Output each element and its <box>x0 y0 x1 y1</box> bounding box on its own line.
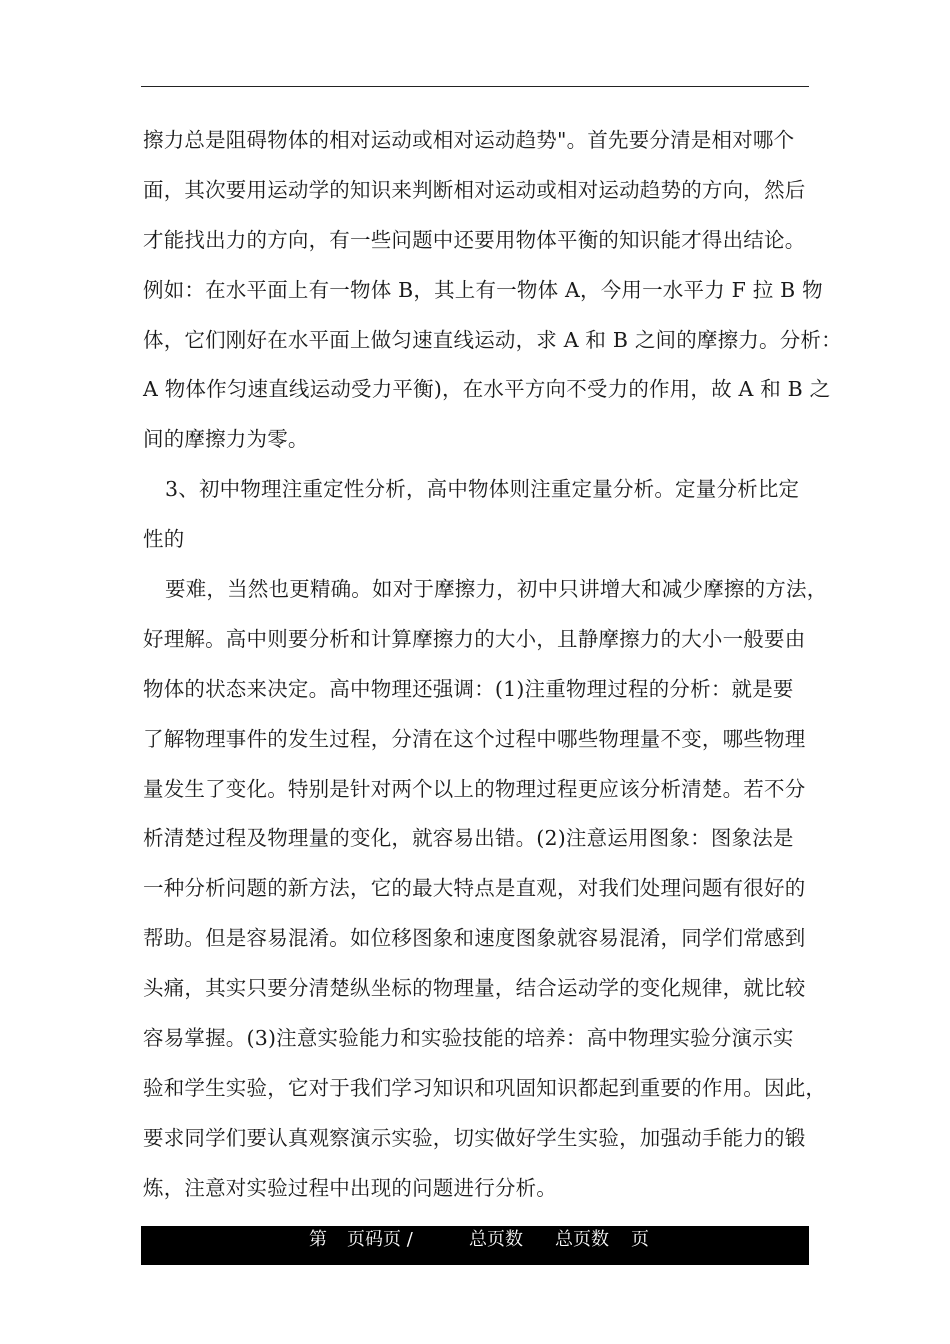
text-line: 好理解。高中则要分析和计算摩擦力的大小，且静摩擦力的大小一般要由 <box>143 626 806 651</box>
text-line: 3、初中物理注重定性分析，高中物体则注重定量分析。定量分析比定 <box>165 477 800 502</box>
text-line: 擦力总是阻碍物体的相对运动或相对运动趋势"。首先要分清是相对哪个 <box>143 128 795 152</box>
text-line: 性的 <box>143 527 185 552</box>
text-line: 间的摩擦力为零。 <box>143 427 309 452</box>
footer-di: 第 <box>309 1229 327 1250</box>
footer-total-pages-1: 总页数 <box>469 1229 523 1250</box>
text-line: A 物体作匀速直线运动受力平衡)，在水平方向不受力的作用，故 A 和 B 之 <box>143 377 831 402</box>
text-line: 析清楚过程及物理量的变化，就容易出错。(2)注意运用图象：图象法是 <box>143 826 794 851</box>
paragraph <box>143 515 811 565</box>
text-line: 面，其次要用运动学的知识来判断相对运动或相对运动趋势的方向，然后 <box>143 177 806 202</box>
text-line: 了解物理事件的发生过程，分清在这个过程中哪些物理量不变，哪些物理 <box>143 726 806 751</box>
header-rule <box>141 86 809 87</box>
document-body <box>143 116 842 1214</box>
text-line: 物体的状态来决定。高中物理还强调：(1)注重物理过程的分析：就是要 <box>143 676 794 701</box>
text-line: 要难，当然也更精确。如对于摩擦力，初中只讲增大和减少摩擦的方法， <box>165 577 828 602</box>
text-line: 验和学生实验，它对于我们学习知识和巩固知识都起到重要的作用。因此， <box>143 1075 827 1100</box>
text-line: 炼，注意对实验过程中出现的问题进行分析。 <box>143 1175 557 1200</box>
text-line: 一种分析问题的新方法，它的最大特点是直观，对我们处理问题有很好的 <box>143 876 806 901</box>
text-line: 体，它们刚好在水平面上做匀速直线运动，求 A 和 B 之间的摩擦力。分析： <box>143 327 842 352</box>
footer-ye: 页 <box>631 1229 649 1250</box>
paragraph <box>143 465 811 515</box>
text-line: 要求同学们要认真观察演示实验，切实做好学生实验，加强动手能力的锻 <box>143 1125 806 1150</box>
text-line: 量发生了变化。特别是针对两个以上的物理过程更应该分析清楚。若不分 <box>143 776 806 801</box>
text-line: 头痛，其实只要分清楚纵坐标的物理量，结合运动学的变化规律，就比较 <box>143 976 806 1001</box>
paragraph <box>143 116 842 465</box>
text-line: 例如：在水平面上有一物体 B，其上有一物体 A，今用一水平力 F 拉 B 物 <box>143 277 823 302</box>
text-line: 才能找出力的方向，有一些问题中还要用物体平衡的知识能才得出结论。 <box>143 227 806 252</box>
paragraph <box>143 565 828 615</box>
footer-total-pages-2: 总页数 <box>555 1229 609 1250</box>
text-line: 容易掌握。(3)注意实验能力和实验技能的培养：高中物理实验分演示实 <box>143 1026 794 1051</box>
text-line: 帮助。但是容易混淆。如位移图象和速度图象就容易混淆，同学们常感到 <box>143 926 806 951</box>
page-footer <box>141 1226 809 1265</box>
footer-page-label: 页码页 / <box>347 1229 413 1250</box>
paragraph <box>143 615 827 1214</box>
